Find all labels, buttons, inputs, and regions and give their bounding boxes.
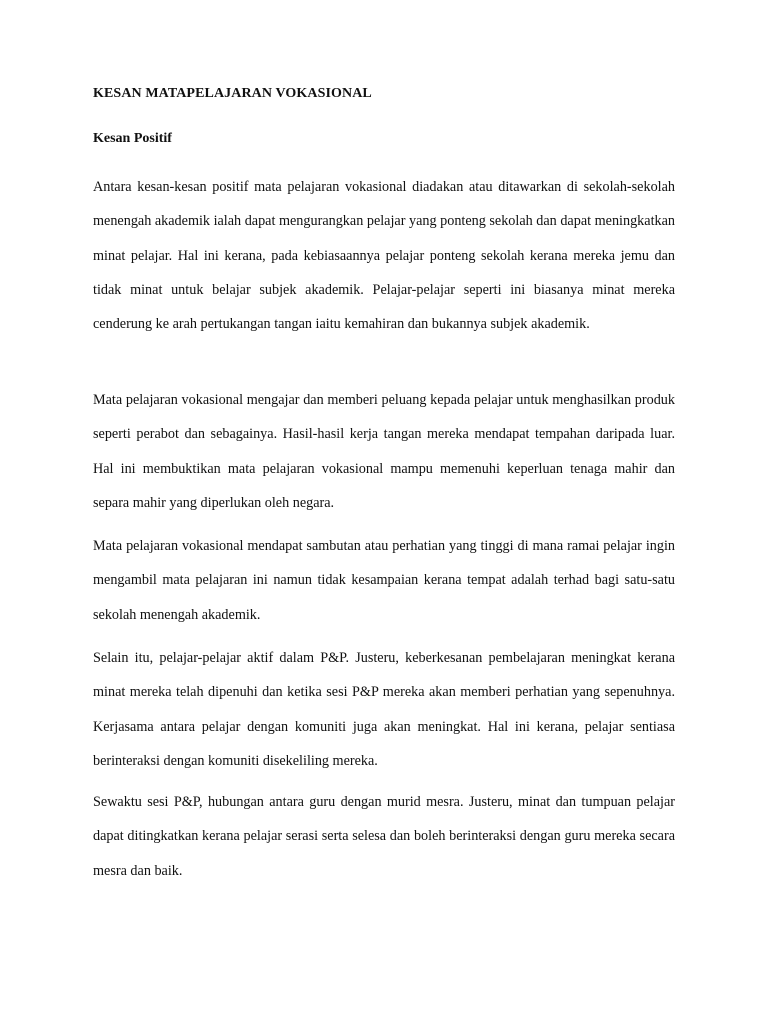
paragraph: Sewaktu sesi P&P, hubungan antara guru dengan murid mesra. Justeru, minat dan tumpuan pelajar dapat ditingkatkan kerana pelajar serasi serta selesa dan boleh berinteraksi dengan guru mereka secara mesra dan baik.: [93, 794, 675, 879]
paragraph: Mata pelajaran vokasional mengajar dan memberi peluang kepada pelajar untuk menghasilkan produk seperti perabot dan sebagainya. Hasil-hasil kerja tangan mereka mendapat tempahan daripada luar. Hal ini membuktikan mata pelajaran vokasional mampu memenuhi keperluan tenaga mahir dan separa mahir yang diperlukan oleh negara.: [93, 392, 675, 511]
paragraph: Mata pelajaran vokasional mendapat sambutan atau perhatian yang tinggi di mana ramai pelajar ingin mengambil mata pelajaran ini namun tidak kesampaian kerana tempat adalah terhad bagi satu-satu sekolah menengah akademik.: [93, 538, 675, 623]
document-title: KESAN MATAPELAJARAN VOKASIONAL: [93, 86, 372, 101]
section-heading: Kesan Positif: [93, 131, 172, 146]
paragraph: Antara kesan-kesan positif mata pelajaran vokasional diadakan atau ditawarkan di sekolah-sekolah menengah akademik ialah dapat mengurangkan pelajar yang ponteng sekolah dan dapat meningkatkan minat pelajar. Hal ini kerana, pada kebiasaannya pelajar ponteng sekolah kerana mereka jemu dan tidak minat untuk belajar subjek akademik. Pelajar-pelajar seperti ini biasanya minat mereka cenderung ke arah pertukangan tangan iaitu kemahiran dan bukannya subjek akademik.: [93, 179, 675, 333]
paragraph: Selain itu, pelajar-pelajar aktif dalam P&P. Justeru, keberkesanan pembelajaran meningkat kerana minat mereka telah dipenuhi dan ketika sesi P&P mereka akan memberi perhatian yang sepenuhnya. Kerjasama antara pelajar dengan komuniti juga akan meningkat. Hal ini kerana, pelajar sentiasa berinteraksi dengan komuniti disekeliling mereka.: [93, 650, 675, 769]
